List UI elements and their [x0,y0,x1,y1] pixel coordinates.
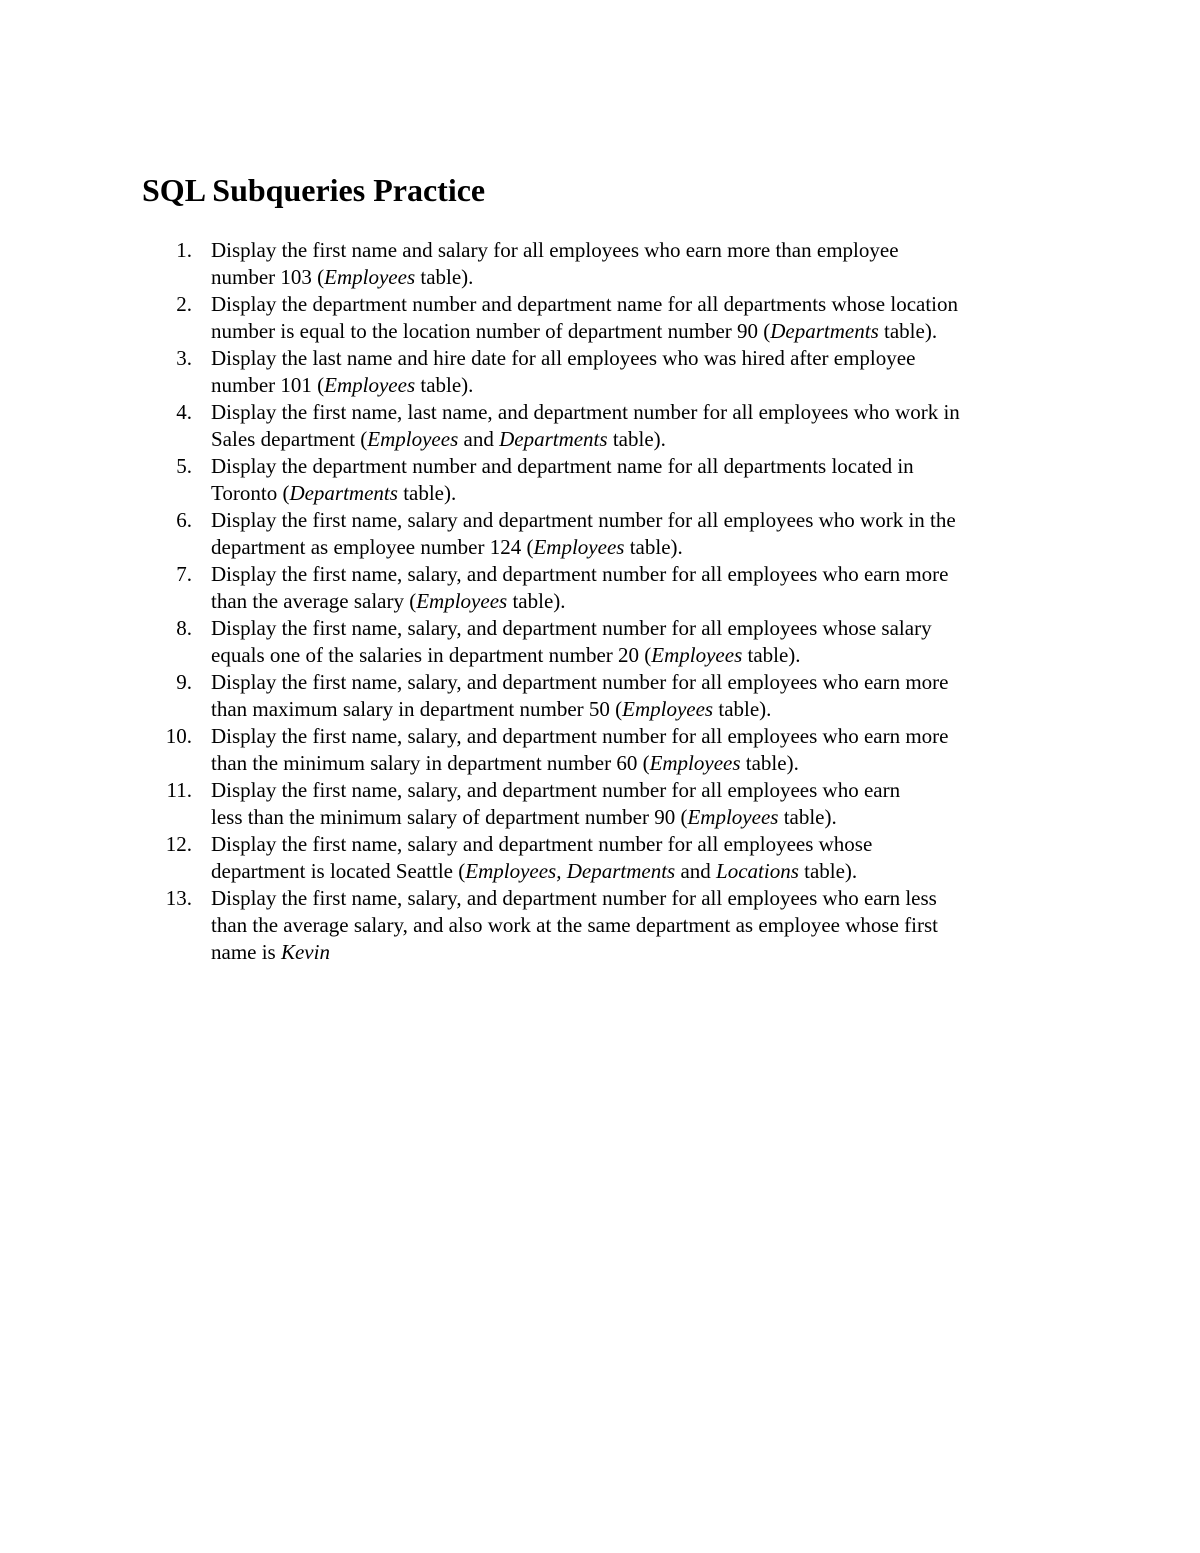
question-line [211,264,1071,291]
question-number: 6. [176,508,192,532]
question-text-segment: table). [507,589,566,613]
table-name-italic: Employees [367,427,459,451]
question-item [0,777,1200,831]
table-name-italic: Employees [651,643,743,667]
question-text-segment: Display the last name and hire date for all employees who was hired after employee [211,346,916,370]
question-text-segment: than the average salary ( [211,589,417,613]
question-line [211,885,1071,912]
question-number: 11. [166,778,192,802]
table-name-italic: Employees [687,805,779,829]
page-title: SQL Subqueries Practice [142,172,486,208]
question-text-segment: Toronto ( [211,481,290,505]
question-text [211,453,1071,507]
question-number: 1. [176,238,192,262]
question-item [0,885,1200,966]
question-line [211,750,1071,777]
question-number: 8. [176,616,192,640]
question-text [211,237,1071,291]
question-line [211,723,1071,750]
table-name-italic: Departments [289,481,398,505]
question-text [211,615,1071,669]
question-text-segment: less than the minimum salary of department number 90 ( [211,805,688,829]
question-line [211,237,1071,264]
question-line [211,318,1071,345]
question-text [211,399,1071,453]
question-line [211,642,1071,669]
question-text-segment: department is located Seattle ( [211,859,466,883]
question-text-segment: department as employee number 124 ( [211,535,534,559]
question-text-segment: Display the department number and department name for all departments whose location [211,292,959,316]
question-text-segment: equals one of the salaries in department number 20 ( [211,643,652,667]
question-number: 3. [176,346,192,370]
table-name-italic: Employees, Departments [465,859,676,883]
question-line [211,858,1071,885]
question-number: 5. [176,454,192,478]
table-name-italic: Employees [324,373,416,397]
question-line [211,912,1071,939]
question-text-segment: Display the first name, salary and department number for all employees whose [211,832,873,856]
question-text-segment: Display the first name and salary for all employees who earn more than employee [211,238,899,262]
question-line [211,399,1071,426]
question-text-segment: table). [607,427,666,451]
question-text [211,831,1071,885]
question-line [211,588,1071,615]
question-line [211,777,1071,804]
question-text-segment: Sales department ( [211,427,368,451]
question-item [0,345,1200,399]
question-text [211,561,1071,615]
question-item [0,615,1200,669]
question-item [0,831,1200,885]
question-item [0,669,1200,723]
question-line [211,804,1071,831]
question-text [211,885,1071,966]
question-item [0,237,1200,291]
question-line [211,561,1071,588]
question-text-segment: Display the department number and department name for all departments located in [211,454,914,478]
question-text-segment: Display the first name, salary, and department number for all employees who earn more [211,724,949,748]
question-text [211,723,1071,777]
question-line [211,453,1071,480]
question-text-segment: table). [624,535,683,559]
question-text-segment: table). [740,751,799,775]
question-list [0,237,1200,966]
question-text-segment: Display the first name, salary, and department number for all employees who earn more [211,562,949,586]
table-name-italic: Employees [622,697,714,721]
table-name-italic: Departments [770,319,879,343]
question-item [0,723,1200,777]
table-name-italic: Employees [416,589,508,613]
question-number: 4. [176,400,192,424]
question-line [211,345,1071,372]
question-number: 10. [165,724,192,748]
question-line [211,939,1071,966]
question-text-segment: than the minimum salary in department number 60 ( [211,751,650,775]
question-text-segment: number is equal to the location number of department number 90 ( [211,319,771,343]
question-item [0,399,1200,453]
question-line [211,669,1071,696]
table-name-italic: Employees [324,265,416,289]
table-name-italic: Departments [499,427,608,451]
question-item [0,507,1200,561]
question-text-segment: table). [878,319,938,343]
question-text [211,669,1071,723]
question-line [211,426,1071,453]
question-line [211,291,1071,318]
question-text-segment: Display the first name, salary, and department number for all employees whose salary [211,616,932,640]
question-line [211,534,1071,561]
question-text [211,777,1071,831]
question-text-segment: table). [415,373,474,397]
question-text-segment: table). [778,805,837,829]
question-text-segment: Display the first name, salary and department number for all employees who work in the [211,508,956,532]
question-text-segment: name is [211,940,281,964]
question-text-segment: table). [798,859,858,883]
question-text-segment: number 101 ( [211,373,325,397]
question-number: 13. [165,886,192,910]
question-text-segment: table). [397,481,457,505]
question-number: 12. [165,832,192,856]
question-line [211,615,1071,642]
question-line [211,696,1071,723]
table-name-italic: Employees [649,751,741,775]
question-text-segment: and [458,427,500,451]
question-text-segment: table). [742,643,801,667]
question-line [211,480,1071,507]
question-text-segment: table). [713,697,772,721]
question-line [211,507,1071,534]
question-line [211,372,1071,399]
question-text-segment: Display the first name, salary, and department number for all employees who earn more [211,670,949,694]
question-number: 2. [176,292,192,316]
question-item [0,561,1200,615]
question-text-segment: Display the first name, last name, and department number for all employees who work in [211,400,960,424]
question-text [211,291,1071,345]
table-name-italic: Locations [716,859,799,883]
question-text-segment: Display the first name, salary, and department number for all employees who earn less [211,886,937,910]
question-text-segment: table). [415,265,474,289]
question-text-segment: than the average salary, and also work at the same department as employee whose first [211,913,938,937]
question-text-segment: number 103 ( [211,265,325,289]
question-text [211,507,1071,561]
table-name-italic: Employees [533,535,625,559]
question-number: 7. [176,562,192,586]
question-line [211,831,1071,858]
question-text-segment: and [675,859,717,883]
question-item [0,453,1200,507]
table-name-italic: Kevin [280,940,330,964]
question-number: 9. [176,670,192,694]
question-text-segment: than maximum salary in department number 50 ( [211,697,623,721]
question-item [0,291,1200,345]
question-text [211,345,1071,399]
question-text-segment: Display the first name, salary, and department number for all employees who earn [211,778,901,802]
